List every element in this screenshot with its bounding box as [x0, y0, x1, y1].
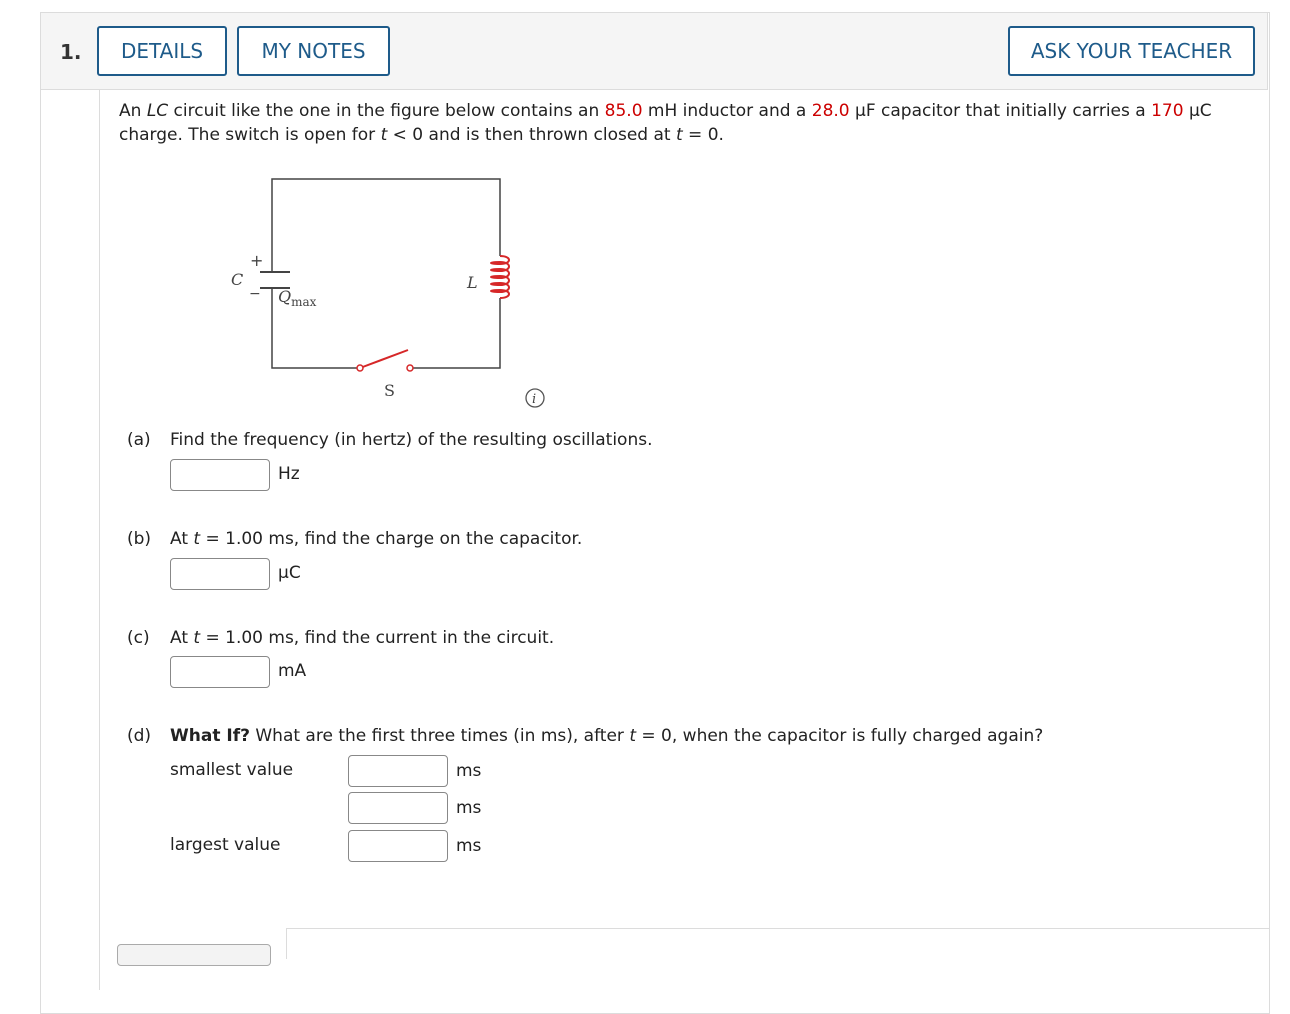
svg-text:i: i: [532, 392, 537, 407]
switch-arm: [360, 350, 408, 368]
part-b-answer-input[interactable]: [170, 558, 270, 590]
part-d-unit-2: ms: [456, 798, 482, 818]
details-button[interactable]: DETAILS: [97, 26, 227, 76]
part-a-answer-input[interactable]: [170, 459, 270, 491]
footer-button[interactable]: [117, 944, 271, 966]
minus-sign: −: [249, 286, 261, 302]
inductor-label: L: [467, 273, 478, 292]
charge-value: 170: [1151, 101, 1184, 121]
lc-circuit-figure: [220, 170, 520, 410]
footer-panel: [286, 928, 1269, 959]
switch-contact-right: [407, 365, 413, 371]
info-icon[interactable]: [524, 387, 546, 409]
part-c-unit: mA: [278, 661, 307, 681]
q-max-label: $Q_{max}$: [278, 287, 317, 309]
my-notes-button[interactable]: MY NOTES: [237, 26, 390, 76]
part-d-answer-input-3[interactable]: [348, 830, 448, 862]
part-d-unit-3: ms: [456, 836, 482, 856]
largest-value-label: largest value: [170, 835, 281, 855]
inductance-value: 85.0: [604, 101, 643, 121]
capacitance-value: 28.0: [811, 101, 850, 121]
switch-label: S: [384, 381, 395, 400]
part-d-answer-input-2[interactable]: [348, 792, 448, 824]
part-a-unit: Hz: [278, 464, 300, 484]
plus-sign: +: [250, 251, 264, 270]
part-c-answer-input[interactable]: [170, 656, 270, 688]
question-number: 1.: [60, 40, 82, 64]
part-a-prompt: (a) Find the frequency (in hertz) of the resulting oscillations.: [127, 430, 653, 450]
part-b-prompt: (b) At t = 1.00 ms, find the charge on the capacitor.: [127, 529, 583, 549]
ask-your-teacher-button[interactable]: ASK YOUR TEACHER: [1008, 26, 1255, 76]
part-b-unit: μC: [278, 563, 301, 583]
part-d-answer-input-1[interactable]: [348, 755, 448, 787]
inductor-coil: [491, 256, 509, 298]
part-c-prompt: (c) At t = 1.00 ms, find the current in the circuit.: [127, 628, 555, 648]
part-d-unit-1: ms: [456, 761, 482, 781]
capacitor-label: C: [231, 270, 244, 289]
part-d-prompt: (d) What If? What are the first three times (in ms), after t = 0, when the capacitor is fully charged again?: [127, 726, 1044, 746]
question-stem: An LC circuit like the one in the figure below contains an 85.0 mH inductor and a 28.0 μF capacitor that initially carries a 170 μC charge. The switch is open for t < 0 and is then thrown closed at t = 0.: [119, 101, 1212, 145]
switch-contact-left: [357, 365, 363, 371]
smallest-value-label: smallest value: [170, 760, 294, 780]
